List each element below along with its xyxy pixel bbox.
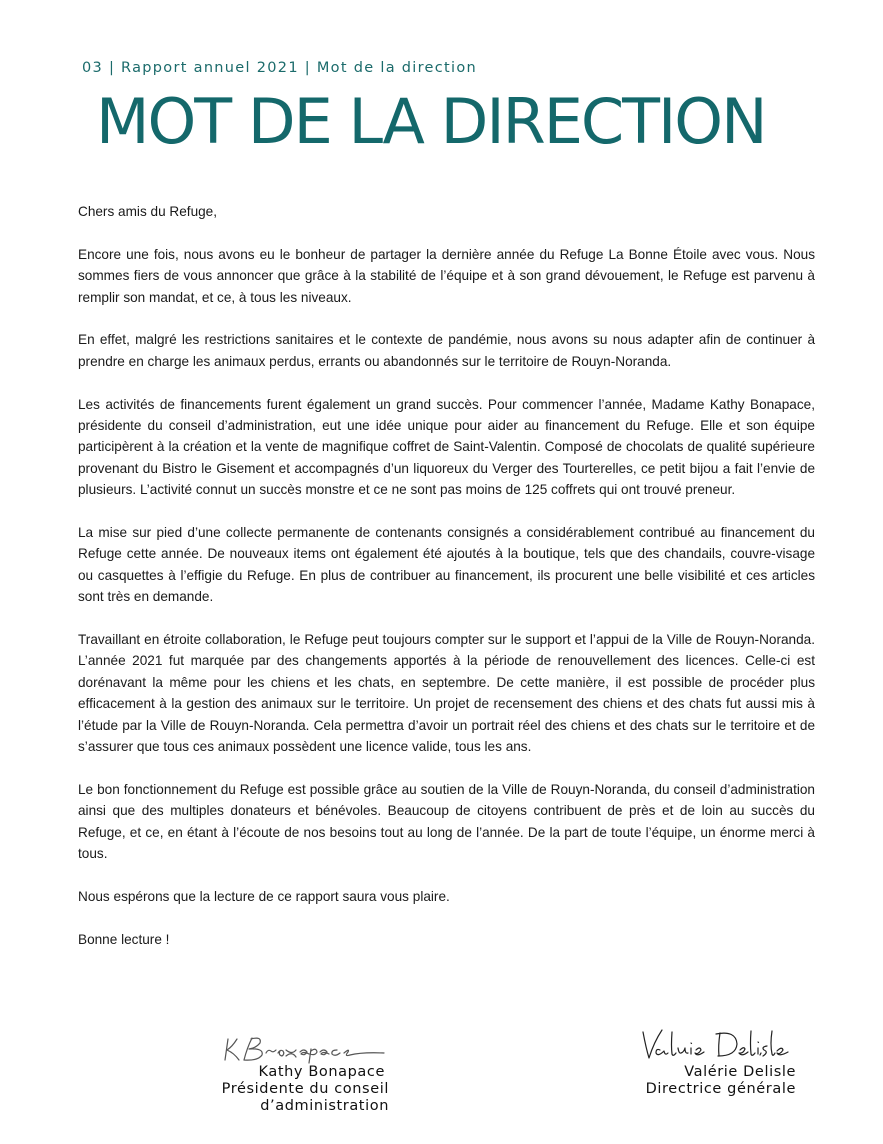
paragraph: La mise sur pied d’une collecte permanente de contenants consignés a considérablement contribué au financement du Refuge cette année. De nouveaux items ont également été ajoutés à la boutique, tels que des chandails, couvre-visage ou casquettes à l’effigie du Refuge. En plus de contribuer au financement, ils procurent une belle visibilité et ces articles sont très en demande. xyxy=(78,525,815,605)
signatory-name: Kathy Bonapace xyxy=(258,1064,385,1080)
letter-body xyxy=(78,201,815,971)
paragraph: Nous espérons que la lecture de ce rapport saura vous plaire. xyxy=(78,888,450,904)
paragraph: Le bon fonctionnement du Refuge est possible grâce au soutien de la Ville de Rouyn-Noranda, du conseil d’administration ainsi que des multiples donateurs et bénévoles. Beaucoup de citoyens contribuent de près et de loin au succès du Refuge, et ce, en étant à l’écoute de nos besoins tout au long de l’année. De la part de toute l’équipe, un énorme merci à tous. xyxy=(78,781,815,862)
signatory-role: Présidente du conseil d’administration xyxy=(221,1081,389,1114)
paragraph: Encore une fois, nous avons eu le bonheur de partager la dernière année du Refuge La Bonne Étoile avec vous. Nous sommes fiers de vous annoncer que grâce à la stabilité de l’équipe et à son grand dévouement, le Refuge est parvenu à remplir son mandat, et ce, à tous les niveaux. xyxy=(78,246,815,305)
signature-valerie-delisle xyxy=(640,1026,790,1064)
signature-kathy-bonapace xyxy=(222,1033,388,1065)
salutation: Chers amis du Refuge, xyxy=(78,204,218,219)
signature-block-president xyxy=(100,1064,389,1115)
paragraph: Les activités de financements furent également un grand succès. Pour commencer l’année, Madame Kathy Bonapace, présidente du conseil d’administration, eut une idée unique pour aider au financement du Refuge. Elle et son équipe participèrent à la création et la vente de magnifique coffret de Saint-Valentin. Composé de chocolats de qualité supérieure provenant du Bistro le Gisement et accompagnés d’un liquoreux du Verger des Tourterelles, ce petit bijou a fait l’envie de plusieurs. L’activité connut un succès monstre et ce ne sont pas moins de 125 coffrets qui ont trouvé preneur. xyxy=(78,396,815,498)
signatory-role: Directrice générale xyxy=(645,1081,796,1097)
signatory-name: Valérie Delisle xyxy=(684,1064,796,1080)
paragraph: Travaillant en étroite collaboration, le Refuge peut toujours compter sur le support et l’appui de la Ville de Rouyn-Noranda. L’année 2021 fut marquée par des changements apportés à la période de renouvellement des licences. Celle-ci est dorénavant la même pour les chiens et les chats, en septembre. De cette manière, il est possible de procéder plus efficacement à la gestion des animaux sur le territoire. Un projet de recensement des chiens et des chats fut aussi mis à l’étude par la Ville de Rouyn-Noranda. Cela permettra d’avoir un portrait réel des chiens et des chats sur le territoire et de s’assurer que tous ces animaux possèdent une licence valide, tous les ans. xyxy=(78,632,815,755)
closing: Bonne lecture ! xyxy=(78,931,170,947)
page-title: MOT DE LA DIRECTION xyxy=(96,85,766,158)
paragraph: En effet, malgré les restrictions sanitaires et le contexte de pandémie, nous avons su nous adapter afin de continuer à prendre en charge les animaux perdus, errants ou abandonnés sur le territoire de Rouyn-Noranda. xyxy=(78,332,815,369)
signature-block-director xyxy=(600,1064,796,1098)
running-head: 03 | Rapport annuel 2021 | Mot de la direction xyxy=(82,60,478,76)
